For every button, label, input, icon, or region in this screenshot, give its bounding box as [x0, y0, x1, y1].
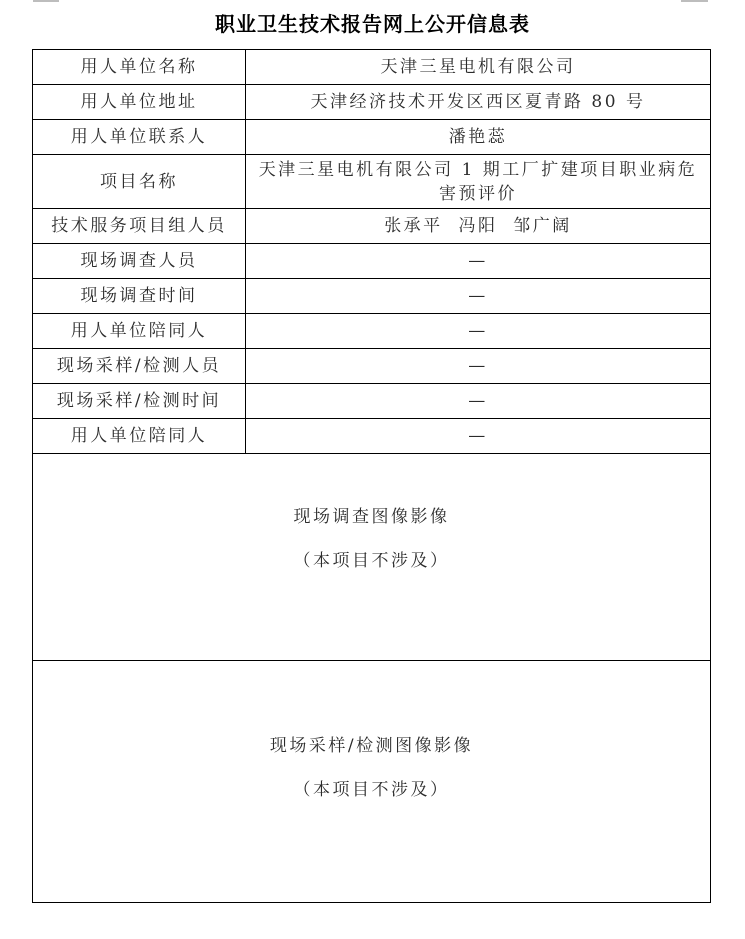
table-row-project-team	[33, 209, 711, 244]
table-row-employer-name	[33, 50, 711, 85]
table-row-sampling-staff	[33, 349, 711, 384]
image-section-caption: 现场调查图像影像	[293, 507, 450, 527]
image-section-note: （本项目不涉及）	[293, 779, 450, 800]
row-value: 天津经济技术开发区西区夏青路 80 号	[246, 85, 711, 120]
table-row-survey-images	[33, 454, 711, 661]
row-label: 用人单位陪同人	[33, 419, 246, 454]
row-label: 用人单位联系人	[33, 120, 246, 155]
row-label: 现场调查人员	[33, 244, 246, 279]
row-value: —	[246, 244, 711, 279]
table-row-survey-time	[33, 279, 711, 314]
survey-image-placeholder	[33, 454, 711, 661]
table-row-sampling-escort	[33, 419, 711, 454]
table-row-survey-escort	[33, 314, 711, 349]
row-label: 用人单位名称	[33, 50, 246, 85]
row-value: —	[246, 419, 711, 454]
crop-mark-top-left	[33, 0, 59, 2]
row-value: 张承平 冯阳 邹广阔	[246, 209, 711, 244]
row-value: 天津三星电机有限公司 1 期工厂扩建项目职业病危害预评价	[246, 155, 711, 209]
table-row-sampling-time	[33, 384, 711, 419]
image-section-caption: 现场采样/检测图像影像	[269, 735, 474, 756]
row-value: —	[246, 279, 711, 314]
image-section-note: （本项目不涉及）	[293, 551, 450, 571]
row-label: 技术服务项目组人员	[33, 209, 246, 244]
row-value: —	[246, 384, 711, 419]
table-row-employer-contact	[33, 120, 711, 155]
row-label: 用人单位陪同人	[33, 314, 246, 349]
row-value: —	[246, 349, 711, 384]
table-row-survey-staff	[33, 244, 711, 279]
row-label: 现场采样/检测时间	[33, 384, 246, 419]
row-label: 项目名称	[33, 155, 246, 209]
table-row-project-name	[33, 155, 711, 209]
crop-mark-top-right	[681, 0, 708, 2]
disclosure-info-table	[32, 49, 711, 903]
document-title: 职业卫生技术报告网上公开信息表	[215, 12, 530, 36]
table-row-employer-address	[33, 85, 711, 120]
row-label: 现场调查时间	[33, 279, 246, 314]
row-label: 用人单位地址	[33, 85, 246, 120]
sampling-image-placeholder	[33, 661, 711, 903]
row-value: 潘艳蕊	[246, 120, 711, 155]
row-label: 现场采样/检测人员	[33, 349, 246, 384]
row-value: —	[246, 314, 711, 349]
table-row-sampling-images	[33, 661, 711, 903]
row-value: 天津三星电机有限公司	[246, 50, 711, 85]
